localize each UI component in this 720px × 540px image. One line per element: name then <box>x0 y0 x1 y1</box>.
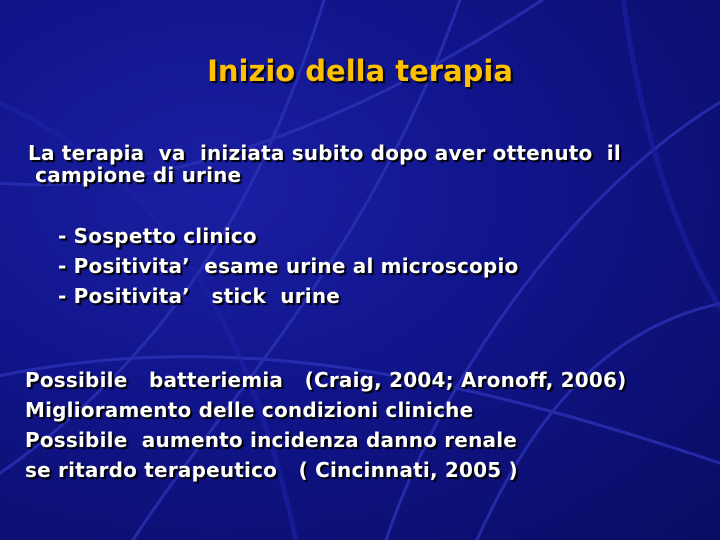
note-line: se ritardo terapeutico ( Cincinnati, 2005 ) <box>25 458 518 482</box>
note-line: Miglioramento delle condizioni cliniche <box>25 398 474 422</box>
intro-line: campione di urine <box>28 163 242 187</box>
bullet-item: - Sospetto clinico <box>58 224 257 248</box>
bullet-list <box>58 221 518 311</box>
slide-title: Inizio della terapia <box>207 54 513 88</box>
notes-block <box>25 365 626 485</box>
intro-line: La terapia va iniziata subito dopo aver ottenuto il <box>28 141 621 165</box>
note-line: Possibile batteriemia (Craig, 2004; Aronoff, 2006) <box>25 368 627 392</box>
intro-text <box>28 142 621 186</box>
bullet-item: - Positivita’ esame urine al microscopio <box>58 254 519 278</box>
bullet-item: - Positivita’ stick urine <box>58 284 341 308</box>
note-line: Possibile aumento incidenza danno renale <box>25 428 518 452</box>
